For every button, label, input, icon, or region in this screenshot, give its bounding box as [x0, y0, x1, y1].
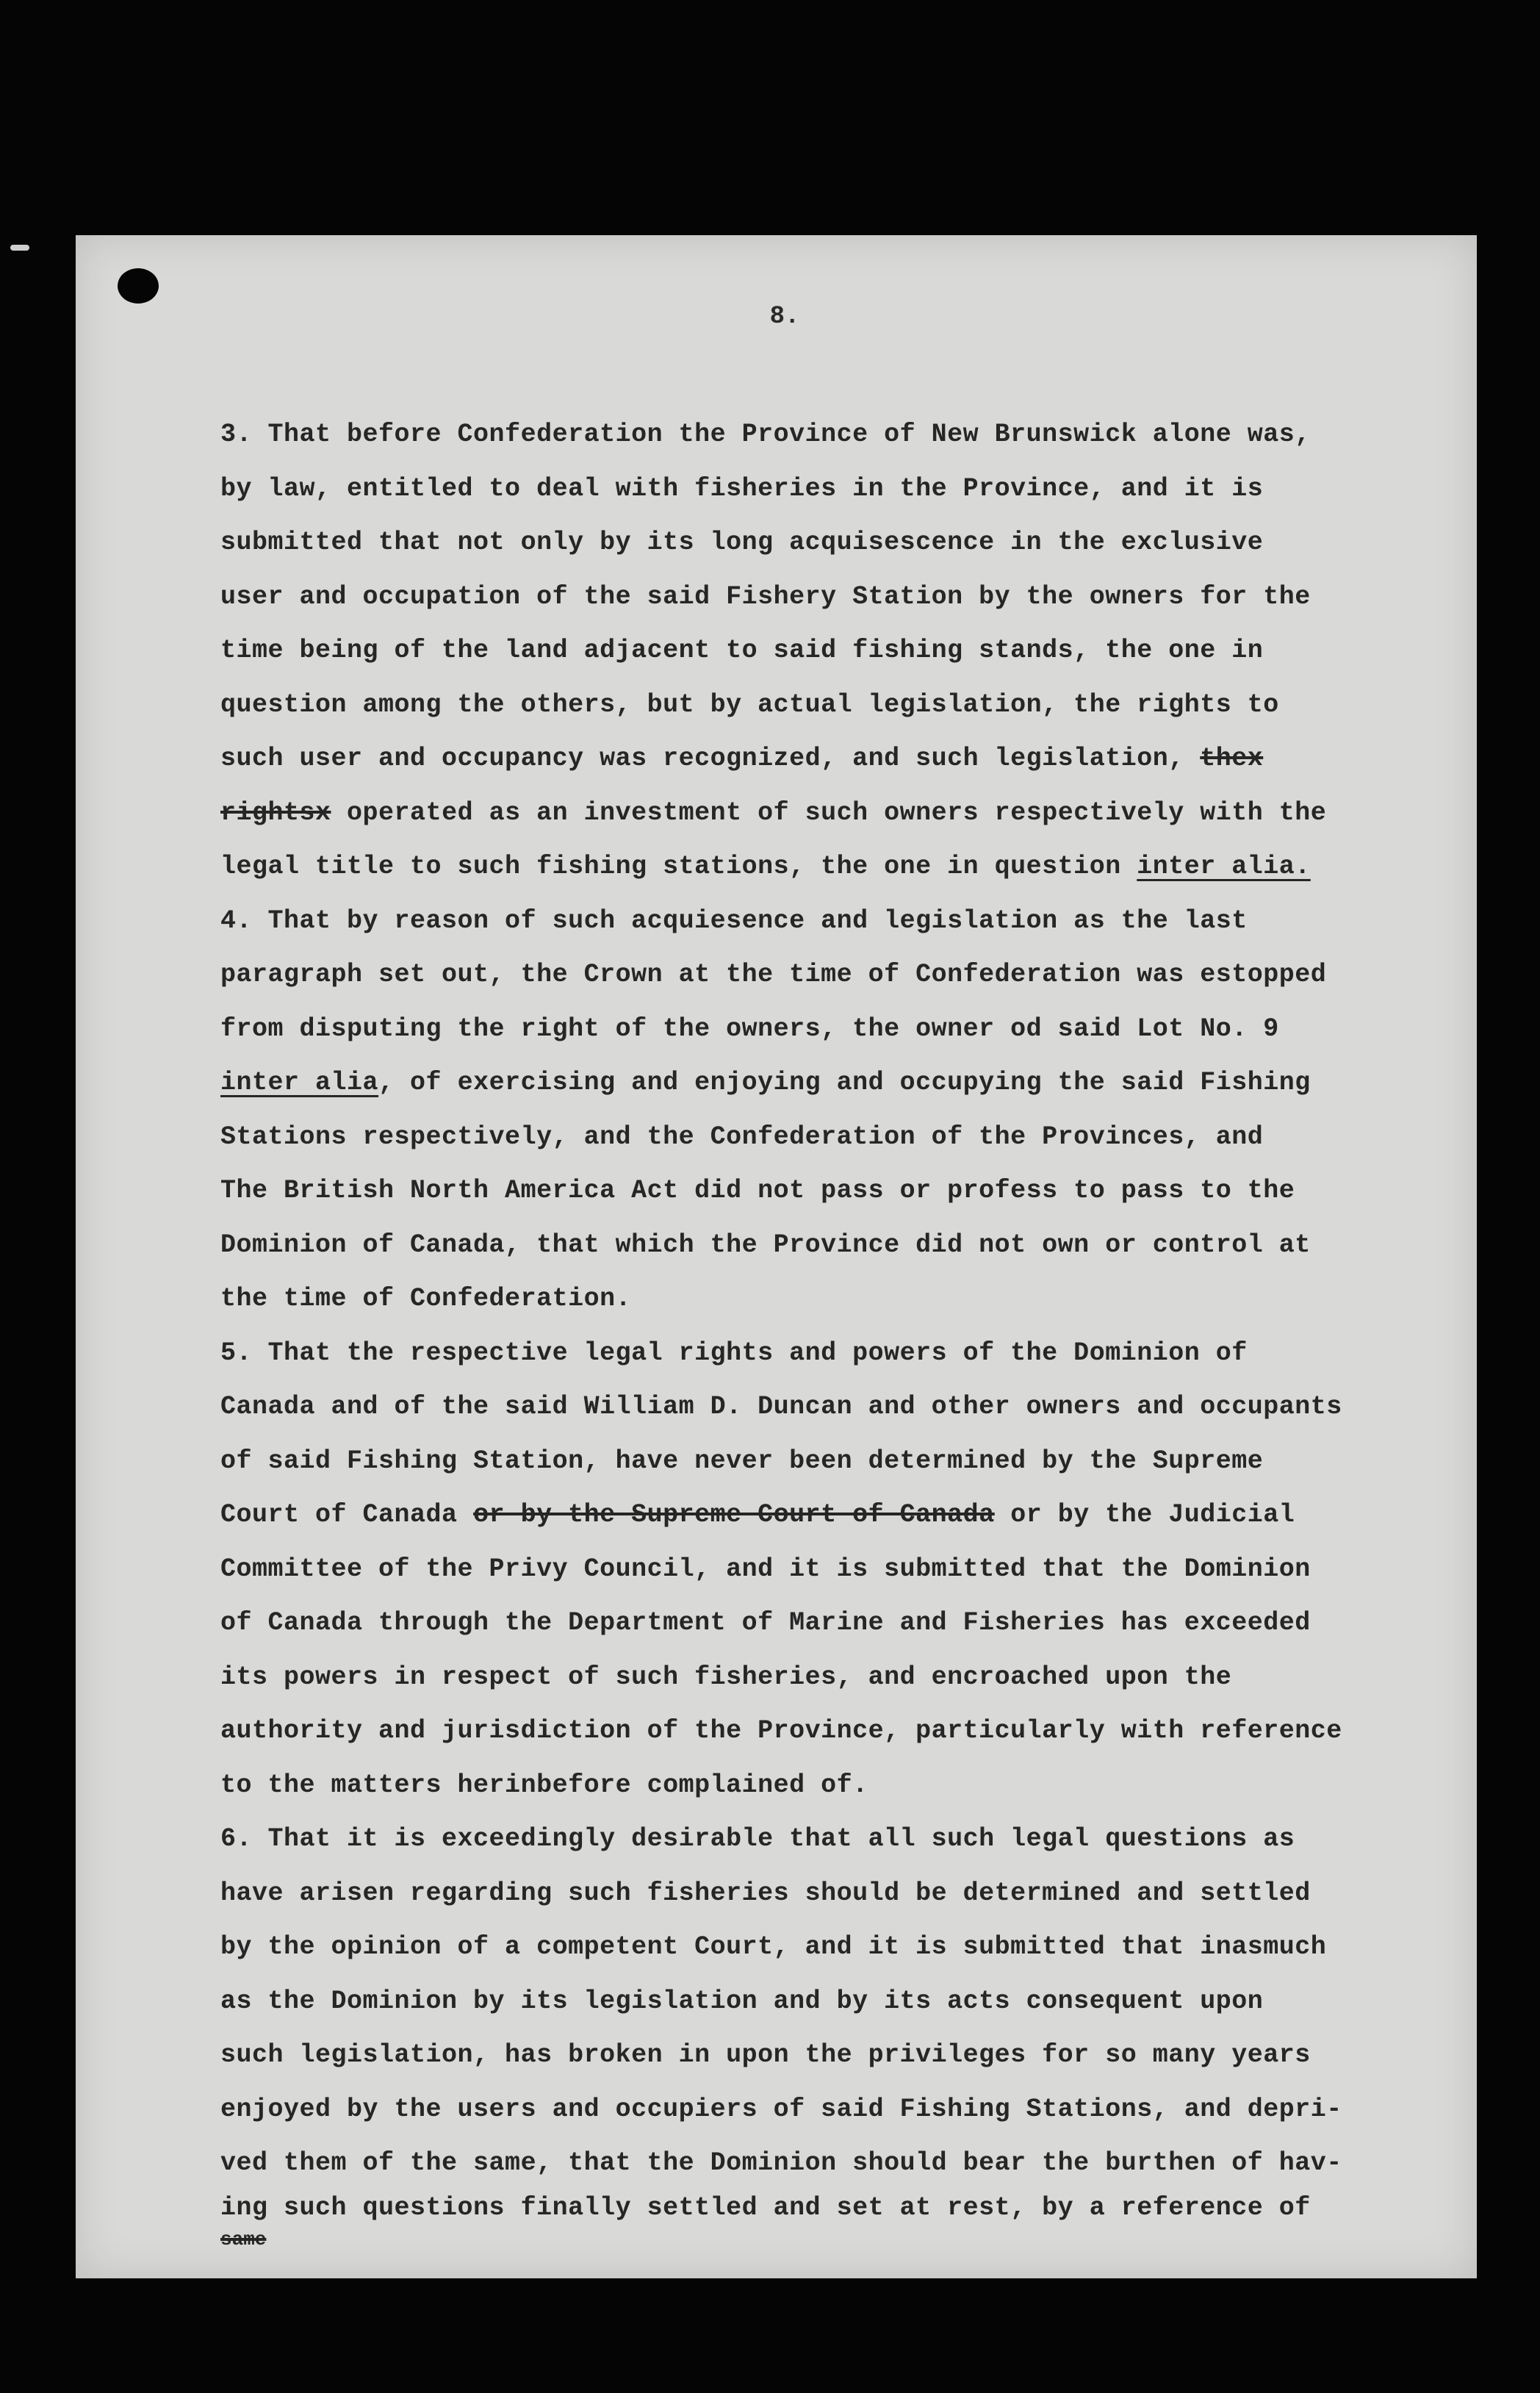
- text-line: 3. That before Confederation the Province of New Brunswick alone was,: [220, 420, 1311, 449]
- text-line: authority and jurisdiction of the Province, particularly with reference: [220, 1716, 1342, 1746]
- text-line: Canada and of the said William D. Duncan and other owners and occupants: [220, 1392, 1342, 1421]
- text-line: enjoyed by the users and occupiers of said Fishing Stations, and depri-: [220, 2094, 1342, 2124]
- struck-text: rightsx: [220, 797, 331, 828]
- text-segment: Court of Canada: [220, 1500, 458, 1529]
- text-line: to the matters herinbefore complained of.: [220, 1770, 868, 1800]
- text-line: question among the others, but by actual legislation, the rights to: [220, 689, 1279, 720]
- text-line: [220, 732, 1403, 786]
- text-line: Stations respectively, and the Confederation of the Provinces, and: [220, 1122, 1264, 1152]
- page-number: 8.: [769, 303, 800, 331]
- text-line: 5. That the respective legal rights and powers of the Dominion of: [220, 1338, 1248, 1368]
- text-line: its powers in respect of such fisheries, and encroached upon the: [220, 1662, 1232, 1692]
- text-line: [220, 2225, 1403, 2254]
- text-segment: or by the Judicial: [1010, 1500, 1295, 1529]
- film-edge-mark: [10, 245, 29, 251]
- text-line: as the Dominion by its legislation and by its acts consequent upon: [220, 1986, 1264, 2016]
- text-line: submitted that not only by its long acquisescence in the exclusive: [220, 528, 1264, 557]
- text-line: user and occupation of the said Fishery Station by the owners for the: [220, 581, 1311, 611]
- text-line: 4. That by reason of such acquiesence and legislation as the last: [220, 905, 1248, 936]
- text-line: [220, 786, 1403, 841]
- text-line: time being of the land adjacent to said fishing stands, the one in: [220, 636, 1264, 665]
- underlined-text: inter alia: [220, 1068, 379, 1097]
- text-line: of said Fishing Station, have never been determined by the Supreme: [220, 1446, 1264, 1476]
- text-line: [220, 840, 1403, 894]
- text-line: ved them of the same, that the Dominion should bear the burthen of hav-: [220, 2148, 1342, 2178]
- struck-text: thex: [1200, 744, 1264, 773]
- struck-text: same: [220, 2228, 267, 2250]
- underlined-text: inter alia.: [1137, 852, 1311, 881]
- text-line: have arisen regarding such fisheries should be determined and settled: [220, 1878, 1311, 1908]
- text-segment: operated as an investment of such owners respectively with the: [347, 797, 1327, 828]
- text-line: 6. That it is exceedingly desirable that all such legal questions as: [220, 1824, 1295, 1854]
- text-line: from disputing the right of the owners, the owner od said Lot No. 9: [220, 1013, 1279, 1044]
- text-line: ing such questions finally settled and set at rest, by a reference of: [220, 2192, 1311, 2222]
- document-body: [220, 408, 1403, 2254]
- text-line: Committee of the Privy Council, and it is submitted that the Dominion: [220, 1554, 1311, 1584]
- text-line: by law, entitled to deal with fisheries in the Province, and it is: [220, 473, 1264, 503]
- text-line: paragraph set out, the Crown at the time of Confederation was estopped: [220, 960, 1327, 989]
- text-line: of Canada through the Department of Marine and Fisheries has exceeded: [220, 1608, 1311, 1637]
- text-line: by the opinion of a competent Court, and it is submitted that inasmuch: [220, 1932, 1327, 1962]
- struck-text: or by the Supreme Court of Canada: [473, 1500, 995, 1529]
- text-line: Dominion of Canada, that which the Province did not own or control at: [220, 1230, 1311, 1260]
- text-line: [220, 1056, 1403, 1111]
- text-segment: legal title to such fishing stations, the one in question: [220, 852, 1121, 881]
- text-line: the time of Confederation.: [220, 1284, 632, 1313]
- text-line: such legislation, has broken in upon the privileges for so many years: [220, 2040, 1311, 2070]
- punch-hole: [118, 268, 159, 304]
- text-line: [220, 1488, 1403, 1543]
- text-segment: , of exercising and enjoying and occupying the said Fishing: [378, 1068, 1311, 1097]
- text-segment: such user and occupancy was recognized, and such legislation,: [220, 744, 1184, 773]
- text-line: The British North America Act did not pass or profess to pass to the: [220, 1176, 1295, 1205]
